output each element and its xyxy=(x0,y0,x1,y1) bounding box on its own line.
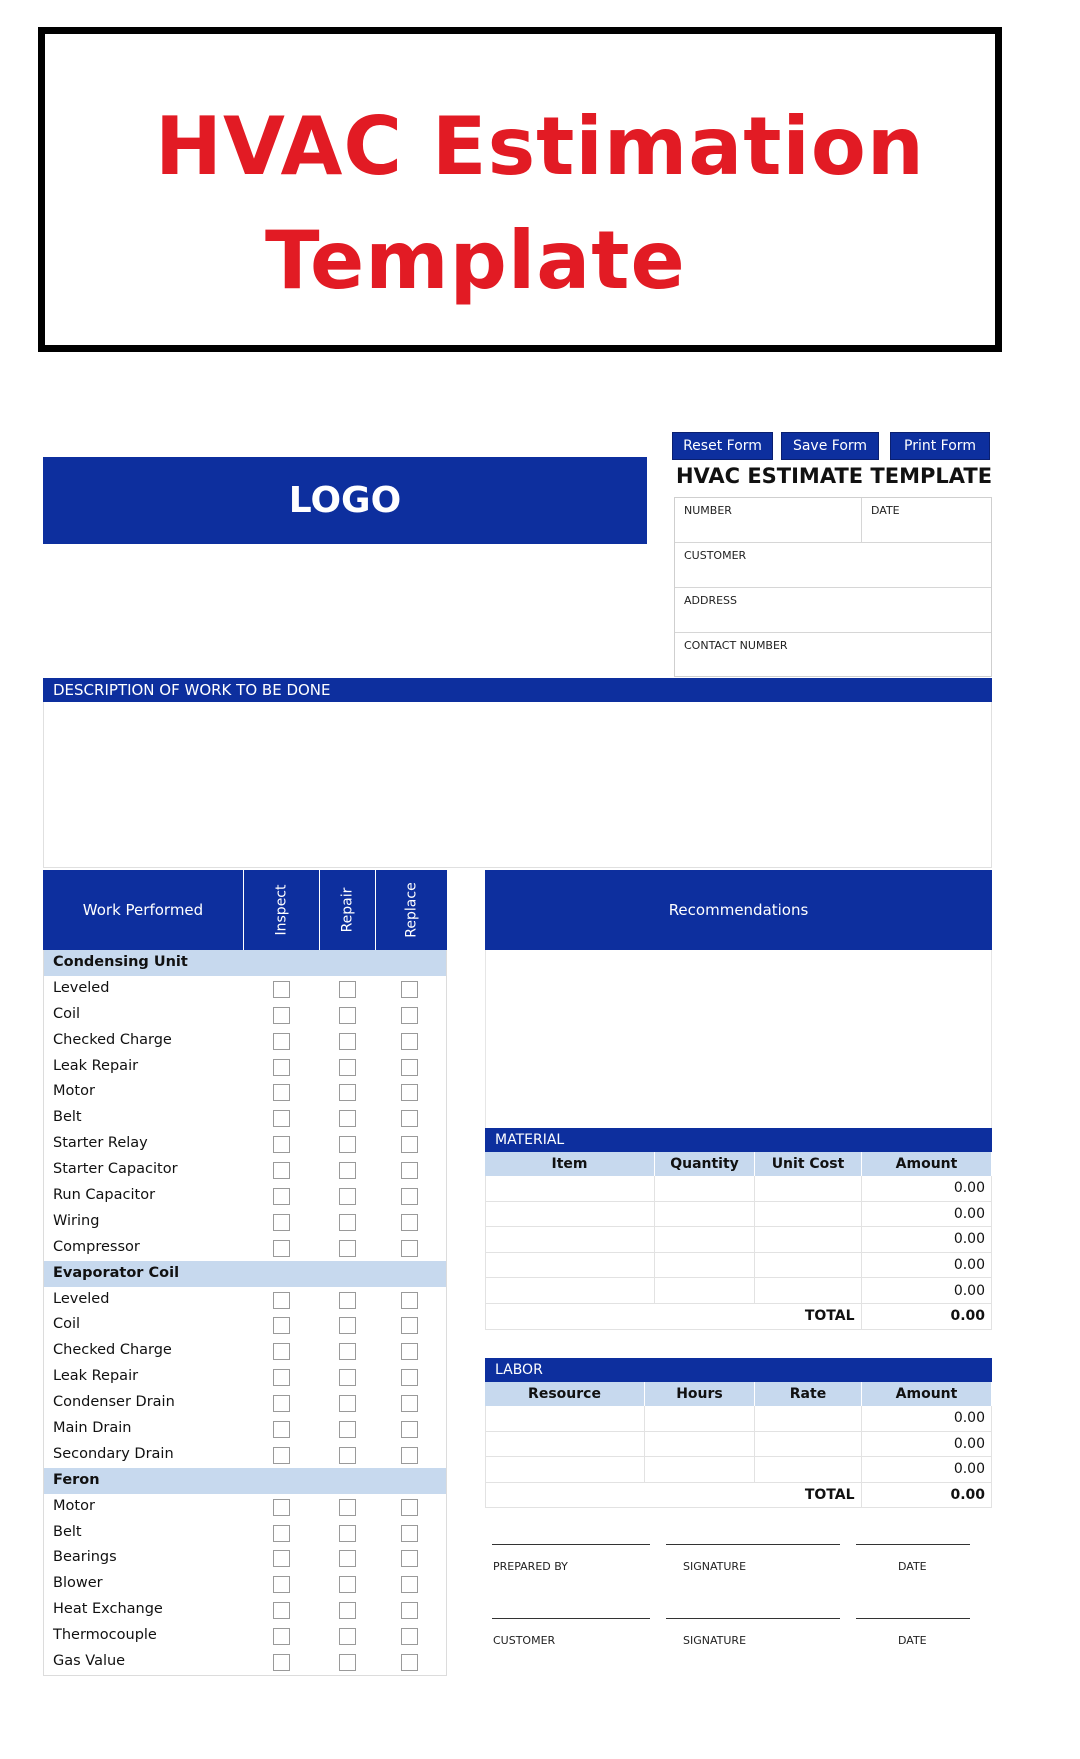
amount-cell: 0.00 xyxy=(953,1205,985,1222)
work-row xyxy=(44,1364,446,1390)
customer-sign-line[interactable] xyxy=(492,1618,650,1619)
work-row-label: Bearings xyxy=(53,1549,117,1566)
amount-cell: 0.00 xyxy=(953,1180,985,1197)
work-row xyxy=(44,1002,446,1028)
inspect-checkbox[interactable] xyxy=(273,1447,290,1464)
contact-number-field[interactable] xyxy=(675,633,991,678)
address-label: ADDRESS xyxy=(684,594,738,607)
resource-cell[interactable] xyxy=(486,1406,645,1431)
signature-line-1[interactable] xyxy=(666,1544,840,1545)
replace-checkbox[interactable] xyxy=(401,1525,418,1542)
inspect-checkbox[interactable] xyxy=(273,1240,290,1257)
item-cell[interactable] xyxy=(486,1227,655,1252)
material-title: MATERIAL xyxy=(485,1128,992,1152)
labor-table xyxy=(485,1358,992,1508)
work-row-label: Condenser Drain xyxy=(53,1394,175,1411)
unit-cost-cell[interactable] xyxy=(755,1278,862,1303)
inspect-checkbox[interactable] xyxy=(273,1059,290,1076)
description-input[interactable] xyxy=(43,702,992,868)
inspect-checkbox[interactable] xyxy=(273,1395,290,1412)
replace-checkbox[interactable] xyxy=(401,1628,418,1645)
repair-checkbox[interactable] xyxy=(339,1421,356,1438)
replace-checkbox[interactable] xyxy=(401,1447,418,1464)
repair-checkbox[interactable] xyxy=(339,1110,356,1127)
work-row-label: Checked Charge xyxy=(53,1031,172,1048)
replace-column-header xyxy=(375,870,447,950)
repair-checkbox[interactable] xyxy=(339,1240,356,1257)
replace-checkbox[interactable] xyxy=(401,1602,418,1619)
customer-info-box xyxy=(674,497,992,677)
labor-title: LABOR xyxy=(485,1358,992,1382)
work-performed-header xyxy=(43,870,447,950)
replace-checkbox[interactable] xyxy=(401,1188,418,1205)
inspect-checkbox[interactable] xyxy=(273,1602,290,1619)
labor-total-label: TOTAL xyxy=(486,1483,862,1508)
replace-checkbox[interactable] xyxy=(401,1499,418,1516)
inspect-column-header xyxy=(243,870,319,950)
work-row xyxy=(44,1338,446,1364)
title-box xyxy=(38,27,1002,352)
work-row-label: Belt xyxy=(53,1523,82,1540)
work-row xyxy=(44,1312,446,1338)
work-row-label: Starter Relay xyxy=(53,1135,148,1152)
work-row-label: Starter Capacitor xyxy=(53,1161,178,1178)
prepared-by-label: PREPARED BY xyxy=(493,1560,568,1573)
unit-cost-cell[interactable] xyxy=(755,1227,862,1252)
material-total-value: 0.00 xyxy=(950,1308,985,1325)
address-field[interactable] xyxy=(675,588,991,633)
unit-cost-cell[interactable] xyxy=(755,1176,862,1201)
amount-column-header: Amount xyxy=(862,1152,992,1176)
work-section-label: Evaporator Coil xyxy=(53,1264,180,1281)
labor-amount-column-header: Amount xyxy=(862,1382,992,1406)
repair-checkbox[interactable] xyxy=(339,1214,356,1231)
hours-cell[interactable] xyxy=(645,1457,755,1482)
repair-checkbox[interactable] xyxy=(339,1576,356,1593)
signature-line-2[interactable] xyxy=(666,1618,840,1619)
repair-checkbox[interactable] xyxy=(339,1525,356,1542)
unit-cost-cell[interactable] xyxy=(755,1253,862,1278)
quantity-cell[interactable] xyxy=(655,1227,755,1252)
work-row xyxy=(44,1571,446,1597)
date-label: DATE xyxy=(871,504,900,517)
item-cell[interactable] xyxy=(486,1278,655,1303)
repair-checkbox[interactable] xyxy=(339,1162,356,1179)
replace-checkbox[interactable] xyxy=(401,981,418,998)
repair-checkbox[interactable] xyxy=(339,1395,356,1412)
work-section-label: Feron xyxy=(53,1471,100,1488)
date-line-1[interactable] xyxy=(856,1544,970,1545)
work-row xyxy=(44,1416,446,1442)
material-row xyxy=(485,1227,992,1253)
labor-row xyxy=(485,1457,992,1483)
labor-amount-cell: 0.00 xyxy=(953,1410,985,1427)
work-section-label: Condensing Unit xyxy=(53,954,188,970)
rate-column-header: Rate xyxy=(755,1382,862,1406)
work-row-label: Leak Repair xyxy=(53,1057,139,1074)
work-row-label: Coil xyxy=(53,1005,81,1022)
recommendations-header: Recommendations xyxy=(485,870,992,950)
repair-checkbox[interactable] xyxy=(339,1033,356,1050)
rate-cell[interactable] xyxy=(755,1406,862,1431)
reset-form-button[interactable]: Reset Form xyxy=(672,432,773,460)
amount-cell: 0.00 xyxy=(953,1257,985,1274)
work-row-label: Motor xyxy=(53,1083,95,1100)
replace-checkbox[interactable] xyxy=(401,1110,418,1127)
replace-checkbox[interactable] xyxy=(401,1317,418,1334)
work-row xyxy=(44,1235,446,1261)
work-row xyxy=(44,976,446,1002)
work-row-label: Checked Charge xyxy=(53,1342,172,1359)
quantity-cell[interactable] xyxy=(655,1278,755,1303)
work-performed-list xyxy=(43,950,447,1676)
customer-sign-label: CUSTOMER xyxy=(493,1634,556,1647)
repair-checkbox[interactable] xyxy=(339,1447,356,1464)
work-row-label: Run Capacitor xyxy=(53,1187,156,1204)
replace-checkbox[interactable] xyxy=(401,1395,418,1412)
form-title: HVAC ESTIMATE TEMPLATE xyxy=(675,464,993,488)
repair-column-header xyxy=(319,870,375,950)
replace-checkbox[interactable] xyxy=(401,1136,418,1153)
replace-checkbox[interactable] xyxy=(401,1240,418,1257)
number-label: NUMBER xyxy=(684,504,732,517)
work-performed-label: Work Performed xyxy=(82,901,204,919)
repair-label: Repair xyxy=(339,887,356,933)
labor-amount-cell: 0.00 xyxy=(953,1435,985,1452)
replace-checkbox[interactable] xyxy=(401,1576,418,1593)
work-row-label: Leveled xyxy=(53,1290,110,1307)
inspect-checkbox[interactable] xyxy=(273,1136,290,1153)
repair-checkbox[interactable] xyxy=(339,1292,356,1309)
work-row-label: Belt xyxy=(53,1109,82,1126)
inspect-checkbox[interactable] xyxy=(273,1550,290,1567)
work-row-label: Gas Value xyxy=(53,1653,126,1670)
replace-checkbox[interactable] xyxy=(401,1162,418,1179)
inspect-label: Inspect xyxy=(273,884,290,936)
amount-cell: 0.00 xyxy=(953,1282,985,1299)
work-row-label: Blower xyxy=(53,1575,103,1592)
recommendations-input[interactable] xyxy=(485,950,992,1128)
repair-checkbox[interactable] xyxy=(339,981,356,998)
work-row-label: Leveled xyxy=(53,979,110,996)
replace-checkbox[interactable] xyxy=(401,1421,418,1438)
labor-total-value: 0.00 xyxy=(950,1487,985,1504)
work-row xyxy=(44,1209,446,1235)
inspect-checkbox[interactable] xyxy=(273,1007,290,1024)
resource-cell[interactable] xyxy=(486,1432,645,1457)
replace-checkbox[interactable] xyxy=(401,1084,418,1101)
item-cell[interactable] xyxy=(486,1176,655,1201)
work-row xyxy=(44,1131,446,1157)
signature-label-1: SIGNATURE xyxy=(683,1560,747,1573)
work-row xyxy=(44,1390,446,1416)
work-row xyxy=(44,1520,446,1546)
title-line2: Template xyxy=(265,214,686,307)
hours-column-header: Hours xyxy=(645,1382,755,1406)
work-row xyxy=(44,1079,446,1105)
inspect-checkbox[interactable] xyxy=(273,1188,290,1205)
work-section-header xyxy=(44,950,446,976)
inspect-checkbox[interactable] xyxy=(273,1499,290,1516)
work-row-label: Heat Exchange xyxy=(53,1601,163,1618)
work-row xyxy=(44,1494,446,1520)
material-rows xyxy=(485,1176,992,1304)
replace-checkbox[interactable] xyxy=(401,1369,418,1386)
work-row-label: Motor xyxy=(53,1497,95,1514)
unit-cost-cell[interactable] xyxy=(755,1202,862,1227)
item-column-header: Item xyxy=(485,1152,655,1176)
repair-checkbox[interactable] xyxy=(339,1188,356,1205)
inspect-checkbox[interactable] xyxy=(273,1110,290,1127)
work-row xyxy=(44,1157,446,1183)
inspect-checkbox[interactable] xyxy=(273,981,290,998)
item-cell[interactable] xyxy=(486,1202,655,1227)
quantity-cell[interactable] xyxy=(655,1176,755,1201)
resource-cell[interactable] xyxy=(486,1457,645,1482)
customer-label: CUSTOMER xyxy=(684,549,747,562)
work-section-header xyxy=(44,1261,446,1287)
quantity-column-header: Quantity xyxy=(655,1152,755,1176)
work-row-label: Coil xyxy=(53,1316,81,1333)
replace-checkbox[interactable] xyxy=(401,1033,418,1050)
item-cell[interactable] xyxy=(486,1253,655,1278)
inspect-checkbox[interactable] xyxy=(273,1162,290,1179)
resource-column-header: Resource xyxy=(485,1382,645,1406)
work-row xyxy=(44,1623,446,1649)
work-section-header xyxy=(44,1468,446,1494)
repair-checkbox[interactable] xyxy=(339,1550,356,1567)
labor-total-row xyxy=(485,1483,992,1509)
inspect-checkbox[interactable] xyxy=(273,1628,290,1645)
date-line-2[interactable] xyxy=(856,1618,970,1619)
material-row xyxy=(485,1176,992,1202)
inspect-checkbox[interactable] xyxy=(273,1421,290,1438)
unit-cost-column-header: Unit Cost xyxy=(755,1152,862,1176)
repair-checkbox[interactable] xyxy=(339,1136,356,1153)
labor-rows xyxy=(485,1406,992,1483)
repair-checkbox[interactable] xyxy=(339,1628,356,1645)
repair-checkbox[interactable] xyxy=(339,1084,356,1101)
number-field[interactable] xyxy=(675,498,991,543)
title-line1: HVAC Estimation xyxy=(155,100,925,193)
inspect-checkbox[interactable] xyxy=(273,1343,290,1360)
work-row xyxy=(44,1183,446,1209)
repair-checkbox[interactable] xyxy=(339,1317,356,1334)
material-header-row xyxy=(485,1152,992,1176)
quantity-cell[interactable] xyxy=(655,1202,755,1227)
inspect-checkbox[interactable] xyxy=(273,1033,290,1050)
replace-checkbox[interactable] xyxy=(401,1214,418,1231)
date-label-2: DATE xyxy=(898,1634,927,1647)
repair-checkbox[interactable] xyxy=(339,1369,356,1386)
labor-header-row xyxy=(485,1382,992,1406)
repair-checkbox[interactable] xyxy=(339,1654,356,1671)
work-row-label: Compressor xyxy=(53,1238,140,1255)
save-form-button[interactable]: Save Form xyxy=(781,432,879,460)
work-row xyxy=(44,1287,446,1313)
rate-cell[interactable] xyxy=(755,1457,862,1482)
logo-placeholder: LOGO xyxy=(43,457,647,544)
inspect-checkbox[interactable] xyxy=(273,1576,290,1593)
inspect-checkbox[interactable] xyxy=(273,1214,290,1231)
hours-cell[interactable] xyxy=(645,1406,755,1431)
material-row xyxy=(485,1278,992,1304)
work-row-label: Leak Repair xyxy=(53,1368,139,1385)
work-row-label: Wiring xyxy=(53,1212,100,1229)
work-row-label: Thermocouple xyxy=(53,1627,157,1644)
hours-cell[interactable] xyxy=(645,1432,755,1457)
work-row xyxy=(44,1028,446,1054)
labor-row xyxy=(485,1406,992,1432)
work-row xyxy=(44,1442,446,1468)
work-row xyxy=(44,1054,446,1080)
date-field[interactable] xyxy=(861,498,993,543)
work-row xyxy=(44,1545,446,1571)
work-row xyxy=(44,1649,446,1675)
replace-checkbox[interactable] xyxy=(401,1343,418,1360)
prepared-by-line[interactable] xyxy=(492,1544,650,1545)
work-row xyxy=(44,1597,446,1623)
labor-amount-cell: 0.00 xyxy=(953,1461,985,1478)
material-row xyxy=(485,1253,992,1279)
replace-checkbox[interactable] xyxy=(401,1007,418,1024)
material-total-label: TOTAL xyxy=(486,1304,862,1329)
work-row-label: Main Drain xyxy=(53,1420,132,1437)
inspect-checkbox[interactable] xyxy=(273,1525,290,1542)
replace-checkbox[interactable] xyxy=(401,1292,418,1309)
inspect-checkbox[interactable] xyxy=(273,1292,290,1309)
amount-cell: 0.00 xyxy=(953,1231,985,1248)
material-total-row xyxy=(485,1304,992,1330)
work-row-label: Secondary Drain xyxy=(53,1445,174,1462)
repair-checkbox[interactable] xyxy=(339,1007,356,1024)
signature-label-2: SIGNATURE xyxy=(683,1634,747,1647)
replace-checkbox[interactable] xyxy=(401,1550,418,1567)
repair-checkbox[interactable] xyxy=(339,1343,356,1360)
repair-checkbox[interactable] xyxy=(339,1059,356,1076)
print-form-button[interactable]: Print Form xyxy=(890,432,990,460)
inspect-checkbox[interactable] xyxy=(273,1317,290,1334)
contact-number-label: CONTACT NUMBER xyxy=(684,639,788,652)
repair-checkbox[interactable] xyxy=(339,1499,356,1516)
labor-row xyxy=(485,1432,992,1458)
replace-checkbox[interactable] xyxy=(401,1654,418,1671)
customer-field[interactable] xyxy=(675,543,991,588)
date-label-1: DATE xyxy=(898,1560,927,1573)
inspect-checkbox[interactable] xyxy=(273,1084,290,1101)
material-row xyxy=(485,1202,992,1228)
work-row xyxy=(44,1105,446,1131)
inspect-checkbox[interactable] xyxy=(273,1369,290,1386)
rate-cell[interactable] xyxy=(755,1432,862,1457)
repair-checkbox[interactable] xyxy=(339,1602,356,1619)
replace-label: Replace xyxy=(403,882,420,938)
description-header: DESCRIPTION OF WORK TO BE DONE xyxy=(43,678,992,702)
replace-checkbox[interactable] xyxy=(401,1059,418,1076)
inspect-checkbox[interactable] xyxy=(273,1654,290,1671)
quantity-cell[interactable] xyxy=(655,1253,755,1278)
material-table xyxy=(485,1128,992,1330)
